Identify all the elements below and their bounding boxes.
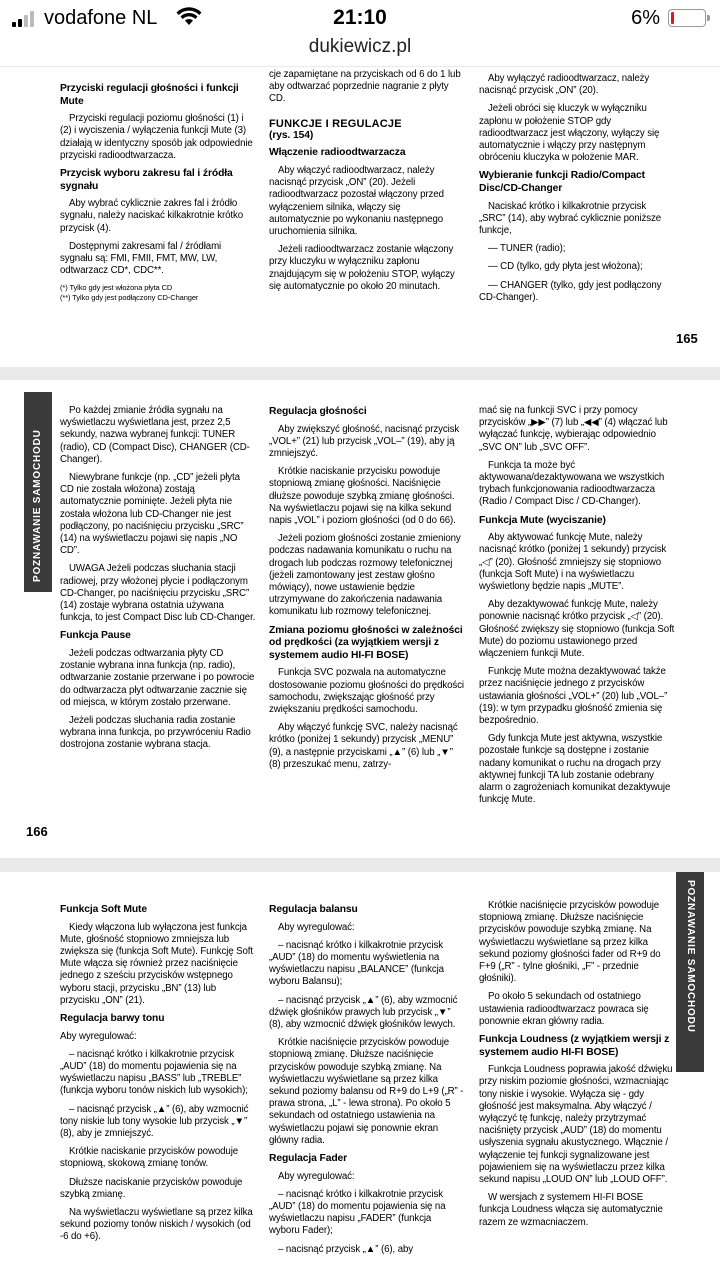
paragraph: Aby zwiększyć głośność, nacisnąć przycisk „VOL+” (21) lub przycisk „VOL–” (19), aby ją zmniejszyć. bbox=[269, 423, 460, 459]
column-2 bbox=[269, 900, 464, 1262]
list-item: — CHANGER (tylko, gdy jest podłączony CD-Changer). bbox=[479, 279, 662, 303]
paragraph: Aby wyłączyć radioodtwarzacz, należy nacisnąć przycisk „ON” (20). bbox=[479, 73, 650, 97]
paragraph: Jeżeli radioodtwarzacz zostanie włączony przy kluczyku w wyłączniku zapłonu znajdującym się w położeniu STOP, wyłączy się automatycznie po około 20 minutach. bbox=[269, 244, 455, 292]
battery-icon bbox=[668, 9, 706, 27]
paragraph: Po każdej zmianie źródła sygnału na wyświetlaczu wyświetlana jest, przez 2,5 sekundy, nazwa wybranej funkcji: TUNER (radio), CD (Compact Disc), CHANGER (CD-Changer). bbox=[60, 405, 250, 465]
paragraph: Funkcję Mute można dezaktywować także przez naciśnięcie jednego z przycisków ustawiania głośności „VOL+” (20) lub „VOL–” (19): w tym przypadku głośność zmienia się bezpośrednio. bbox=[479, 666, 668, 727]
page-gap bbox=[0, 367, 720, 380]
column-3 bbox=[479, 405, 675, 812]
heading: Funkcja Soft Mute bbox=[60, 904, 147, 915]
carrier-name: vodafone NL bbox=[44, 7, 158, 29]
column-2 bbox=[269, 402, 464, 777]
paragraph: Aby włączyć funkcję SVC, należy nacisnąć krótko (poniżej 1 sekundy) przycisk „MENU” (9), a następnie przyciskami „▲” (6) lub „▼” (8) przeszukać menu, zatrzy- bbox=[269, 722, 458, 770]
paragraph: Aby wyregulować: bbox=[278, 921, 355, 933]
side-tab bbox=[676, 872, 704, 1072]
column-3 bbox=[479, 900, 675, 1235]
list-item: – nacisnąć krótko i kilkakrotnie przycisk „AUD” (18) do momentu pojawienia się na wyświetlaczu napisu „FADER” (funkcja wyboru Fader); bbox=[269, 1188, 446, 1237]
paragraph: Krótkie naciśnięcie przycisków powoduje stopniową zmianę. Dłuższe naciśnięcie przycisków powoduje szybką zmianę. Na wyświetlaczu wyświetlane są przez kilka sekund poziomy balansu od R+9 do L+9 („R” - prawa strona, „L” - lewa strona). Po około 5 sekundach od ostatniego ustawienia na wyświetlaczu pojawi się ponownie ekran główny radia. bbox=[269, 1037, 464, 1146]
paragraph: Aby aktywować funkcję Mute, należy nacisnąć krótko (poniżej 1 sekundy) przycisk „◁” (20). Głośność zmniejszy się stopniowo (funkcja Soft Mute) i na wyświetlaczu wyświetlony będzie napis „MUTE”. bbox=[479, 532, 667, 593]
heading: Funkcja Pause bbox=[60, 630, 131, 642]
column-1 bbox=[60, 405, 256, 758]
heading: Przycisk wyboru zakresu fal i źródła sygnału bbox=[60, 168, 233, 192]
paragraph: Naciskać krótko i kilkakrotnie przycisk „SRC” (14), aby wybrać cyklicznie poniższe funkcje, bbox=[479, 200, 662, 237]
battery-percent: 6% bbox=[631, 7, 660, 29]
manual-page-167 bbox=[14, 872, 707, 1280]
footnote: (**) Tylko gdy jest podłączony CD-Changer bbox=[60, 292, 199, 302]
paragraph: UWAGA Jeżeli podczas słuchania stacji radiowej, przy włożonej płycie i podłączonym CD-Changer, po naciśnięciu przycisku „SRC” (14) zostaje wybrana ostatnia używana funkcja, to jest Compact Disc lub CD-Changer. bbox=[60, 563, 256, 624]
column-2 bbox=[269, 69, 464, 299]
paragraph: Gdy funkcja Mute jest aktywna, wszystkie pozostałe funkcje są dostępne i zostanie nadany komunikat o ruchu na drogach przy aktywnej funkcji TA lub zostanie odebrany alarm o zagrożeniach komunikat dezaktywuje funkcję Mute. bbox=[479, 733, 671, 806]
heading: Regulacja Fader bbox=[269, 1153, 348, 1165]
paragraph: Krótkie naciskanie przycisków powoduje stopniową, skokową zmianę tonów. bbox=[60, 1146, 239, 1170]
paragraph: Dłuższe naciskanie przycisków powoduje szybką zmianę. bbox=[60, 1176, 243, 1200]
section-subtitle: (rys. 154) bbox=[269, 129, 314, 141]
heading: Wybieranie funkcji Radio/Compact Disc/CD-Changer bbox=[479, 170, 645, 195]
list-item: – nacisnąć przycisk „▲” (6), aby wzmocnić tony niskie lub tony wysokie lub przycisk „▼” (8), aby je zmniejszyć. bbox=[60, 1103, 249, 1140]
column-3 bbox=[479, 73, 675, 310]
manual-page-165 bbox=[14, 67, 707, 367]
side-tab-label: POZNAWANIE SAMOCHODU bbox=[685, 880, 696, 1033]
paragraph: Aby dezaktywować funkcję Mute, należy ponownie nacisnąć krótko przycisk „◁” (20). Głośność zwiększy się stopniowo (funkcja Soft Mute) do poziomu ustawionego przed włączeniem funkcji Mute. bbox=[479, 599, 675, 660]
list-item: — TUNER (radio); bbox=[488, 243, 566, 255]
paragraph: Jeżeli obróci się kluczyk w wyłączniku zapłonu w położenie STOP gdy radioodtwarzacz jest włączony, wyłączy się automatycznie i włączy przy następnym obróceniu kluczyka w położenie MAR. bbox=[479, 103, 660, 164]
paragraph: mać się na funkcji SVC i przy pomocy przycisków „▶▶” (7) lub „◀◀” (4) włączać lub wyłączać funkcję, wybierając odpowiednio „SVC ON” lub „SVC OFF”. bbox=[479, 405, 668, 453]
heading: Funkcja Loudness (z wyjątkiem wersji z systemem audio HI-FI BOSE) bbox=[479, 1034, 670, 1058]
paragraph: Jeżeli podczas odtwarzania płyty CD zostanie wybrana inna funkcja (np. radio), odtwarzanie zostanie przerwane i po powrocie do odtwarzacza płyt odtwarzanie zacznie się od miejsca, w którym zostało przerwane. bbox=[60, 648, 255, 708]
list-item: – nacisnąć krótko i kilkakrotnie przycisk „AUD” (18) do momentu wyświetlenia na wyświetlaczu napisu „BALANCE” (funkcja wyboru Balansu); bbox=[269, 939, 444, 988]
paragraph: Jeżeli poziom głośności zostanie zmieniony podczas nadawania komunikatu o ruchu na drogach lub podczas rozmowy telefonicznej (jeżeli zamontowany jest zestaw głośno mówiący), nowe ustawienie będzie utrzymywane do zakończenia nadawania komunikatu lub rozmowy telefonicznej. bbox=[269, 533, 461, 618]
page-gap bbox=[0, 858, 720, 872]
heading: Włączenie radioodtwarzacza bbox=[269, 147, 406, 159]
paragraph: W wersjach z systemem HI-FI BOSE funkcja Loudness włącza się automatycznie razem ze wzmacniaczem. bbox=[479, 1192, 663, 1228]
paragraph: Na wyświetlaczu wyświetlane są przez kilka sekund poziomy tonów niskich / wysokich (od -6 do +6). bbox=[60, 1207, 253, 1243]
paragraph: Niewybrane funkcje (np. „CD” jeżeli płyta CD nie została włożona) zostają automatycznie pominięte. Jeżeli płyta nie została włożona lub CD-Changer nie jest podłączony, po naciśnięciu przycisku „SRC” (14) na wyświetlaczu pojawi się napis „NO CD”. bbox=[60, 472, 244, 557]
paragraph: Funkcja Loudness poprawia jakość dźwięku przy niskim poziomie głośności, wzmacniając tony niskie i wysokie. Wyłącza się - gdy głośność jest maksymalna. Aby włączyć / wyłączyć tę funkcję, należy przytrzymać naciśnięty przycisk „AUD” (18) do momentu usłyszenia sygnału akustycznego. Włącznie / wyłączenie tej funkcji sygnalizowane jest pojawieniem się na wyświetlaczu przez kilka sekund napisu „LOUD ON” lub „LOUD OFF”. bbox=[479, 1064, 673, 1186]
column-1 bbox=[60, 900, 256, 1250]
page-number: 165 bbox=[676, 331, 698, 346]
paragraph: Dostępnymi zakresami fal / źródłami sygnału są: FMI, FMII, FMT, MW, LW, odtwarzacz CD*, CDC**. bbox=[60, 240, 222, 277]
section-title: FUNKCJE I REGULACJE bbox=[269, 117, 402, 130]
heading: Funkcja Mute (wyciszanie) bbox=[479, 514, 606, 526]
footnote: (*) Tylko gdy jest włożona płyta CD bbox=[60, 283, 173, 293]
heading: Zmiana poziomu głośności w zależności od prędkości (za wyjątkiem wersji z systemem audio HI-FI BOSE) bbox=[269, 624, 463, 661]
heading: Regulacja balansu bbox=[269, 904, 358, 915]
paragraph: Funkcja SVC pozwala na automatyczne dostosowanie poziomu głośności do prędkości samochodu, zwiększając głośność przy zwiększaniu prędkości samochodu. bbox=[269, 667, 464, 716]
paragraph: Kiedy włączona lub wyłączona jest funkcja Mute, głośność stopniowo zmniejsza lub zwiększa się (funkcja Soft Mute). Funkcję Soft Mute włącza się również przez naciśnięcie jednego z sześciu przycisków wstępnego wyboru stacji, przycisku „BN” (13) lub przycisku „ON” (21). bbox=[60, 921, 253, 1006]
paragraph: Krótkie naciskanie przycisku powoduje stopniową zmianę głośności. Naciśnięcie dłuższe powoduje szybką zmianę głośności. Na wyświetlaczu pojawi się na kilka sekund napis „VOL” i poziom głośności (od 0 do 66). bbox=[269, 466, 456, 527]
column-1 bbox=[60, 79, 256, 302]
clock: 21:10 bbox=[333, 6, 387, 29]
list-item: – nacisnąć przycisk „▲” (6), aby wzmocnić dźwięk głośników prawych lub przycisk „▼” (8), aby wzmocnić dźwięk głośników lewych. bbox=[269, 994, 458, 1031]
paragraph: Przyciski regulacji poziomu głośności (1) i (2) i wyciszenia / wyłączenia funkcji Mute (3) działają w identyczny sposób jak odpowiednie przyciski radioodtwarzacza. bbox=[60, 113, 253, 161]
paragraph: Jeżeli podczas słuchania radia zostanie wybrana inna funkcja, po przywróceniu Radio dostrojona zostanie wybrana stacja. bbox=[60, 715, 251, 751]
side-tab bbox=[24, 392, 52, 592]
status-bar bbox=[0, 0, 720, 38]
paragraph: Krótkie naciśnięcie przycisków powoduje stopniową zmianę. Dłuższe naciśnięcie przycisków powoduje szybką zmianę. Na wyświetlaczu wyświetlane są przez kilka sekund poziomy głośności fader od R+9 do F+9 („R” - tylne głośniki, „F” - przednie głośniki). bbox=[479, 900, 661, 985]
paragraph: Po około 5 sekundach od ostatniego ustawienia radioodtwarzacz powraca się ponownie ekran główny radia. bbox=[479, 991, 649, 1027]
heading: Regulacja barwy tonu bbox=[60, 1013, 165, 1025]
paragraph: cje zapamiętane na przyciskach od 6 do 1 lub aby odtwarzać poprzednie nagranie z płyty CD. bbox=[269, 69, 461, 105]
manual-page-166 bbox=[14, 380, 707, 858]
paragraph: Aby wyregulować: bbox=[60, 1030, 137, 1042]
page-number: 166 bbox=[26, 824, 48, 839]
list-item: – nacisnąć krótko i kilkakrotnie przycisk „AUD” (18) do momentu pojawienia się na wyświetlaczu napisu „BASS” lub „TREBLE” (funkcja wyboru tonów niskich lub wysokich); bbox=[60, 1048, 248, 1097]
paragraph: Aby wyregulować: bbox=[278, 1170, 355, 1182]
list-item: — CD (tylko, gdy płyta jest włożona); bbox=[488, 261, 643, 273]
heading: Przyciski regulacji głośności i funkcji Mute bbox=[60, 83, 239, 107]
paragraph: Funkcja ta może być aktywowana/dezaktywowana we wszystkich trybach funkcjonowania radioodtwarzacza (Radio / Compact Disc / CD-Changer). bbox=[479, 459, 665, 508]
paragraph: Aby włączyć radioodtwarzacz, należy nacisnąć przycisk „ON” (20). Jeżeli radioodtwarzacz pozostał włączony przed wyłączeniem silnika, włączy się automatycznie po wykonaniu następnego uruchomienia silnika. bbox=[269, 165, 444, 238]
url-bar[interactable]: dukiewicz.pl bbox=[308, 36, 412, 57]
side-tab-label: POZNAWANIE SAMOCHODU bbox=[32, 429, 43, 582]
list-item: – nacisnąć przycisk „▲” (6), aby bbox=[278, 1243, 414, 1255]
heading: Regulacja głośności bbox=[269, 406, 367, 417]
paragraph: Aby wybrać cyklicznie zakres fal i źródło sygnału, należy naciskać kilkakrotnie krótko przycisk (4). bbox=[60, 198, 243, 234]
